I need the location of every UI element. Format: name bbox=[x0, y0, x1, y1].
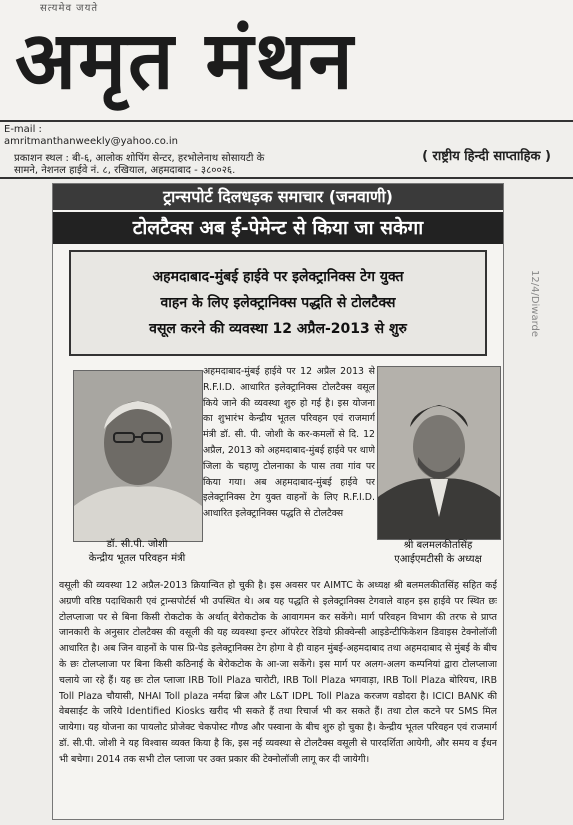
masthead-top-text: सत्यमेव जयते bbox=[40, 3, 99, 14]
masthead bbox=[0, 0, 573, 120]
portrait-illustration bbox=[378, 367, 500, 539]
aimtc-president-photo bbox=[377, 366, 501, 540]
contact-strip bbox=[0, 120, 573, 179]
newspaper-title: अमृत मंथन bbox=[15, 13, 355, 107]
address-line-1: प्रकाशन स्थल : बी-६, आलोक शोपिंग सेन्टर, हरभोलेनाथ सोसायटी के bbox=[14, 153, 265, 164]
caption-title: केन्द्रीय भूतल परिवहन मंत्री bbox=[88, 553, 186, 564]
subhead-line: वाहन के लिए इलेक्ट्रानिक्स पद्धति से टोलटैक्स bbox=[160, 295, 396, 311]
subhead-line: वसूल करने की व्यवस्था 12 अप्रैल-2013 से शुरु bbox=[149, 321, 407, 337]
caption-title: एआईएमटीसी के अध्यक्ष bbox=[394, 554, 482, 565]
address-line-2: सामने, नेशनल हाईवे नं. ८, रखियाल, अहमदाबाद - ३८००२६. bbox=[14, 165, 236, 176]
email-label: E-mail : bbox=[4, 124, 42, 135]
article-kicker: ट्रान्सपोर्ट दिलधड़क समाचार (जनवाणी) bbox=[53, 184, 503, 210]
portrait-illustration bbox=[74, 371, 202, 541]
minister-photo bbox=[73, 370, 203, 542]
caption-name: डॉ. सी.पी. जोशी bbox=[106, 539, 168, 550]
article-headline: टोलटैक्स अब ई-पेमेन्ट से किया जा सकेगा bbox=[53, 212, 503, 244]
article-column-text: अहमदाबाद-मुंबई हाईवे पर 12 अप्रैल 2013 से R.F.I.D. आधारित इलेक्ट्रानिक्स टोलटैक्स वसूल किये जाने की व्यवस्था शुरु हो गई है। इस योजना का शुभारंभ केन्द्रीय भूतल परिवहन एवं राजमार्ग मंत्री डॉ. सी. पी. जोशी के कर-कमलों से दि. 12 अप्रैल, 2013 को अहमदाबाद-मुंबई हाईवे पर थाणे जिला के चहाणु टोलनाका के पास तवा गांव पर किया गया। अब अहमदाबाद-मुंबई हाईवे पर इलेक्ट्रानिक्स टेग युक्त वाहनों के लिए R.F.I.D. आधारित इलेक्ट्रानिक्स पद्धति से टोलटैक्स bbox=[203, 366, 375, 520]
right-photo-caption bbox=[375, 539, 501, 567]
newspaper-tagline: ( राष्ट्रीय हिन्दी साप्ताहिक ) bbox=[422, 149, 551, 164]
email-address: amritmanthanweekly@yahoo.co.in bbox=[4, 136, 178, 147]
article-subhead bbox=[69, 250, 487, 356]
news-article bbox=[52, 183, 504, 820]
caption-name: श्री बलमलकीतसिंह bbox=[403, 540, 473, 551]
article-body-text: वसूली की व्यवस्था 12 अप्रैल-2013 क्रियान्वित हो चुकी है। इस अवसर पर AIMTC के अध्यक्ष श्री बलमलकीतसिंह सहित कई अग्रणी वरिष्ठ पदाधिकारी एवं ट्रान्सपोर्टर्स भी उपस्थित थे। अब यह पद्धति से इलेक्ट्रानिक्स टेगवाले वाहन इस हाईवे पर स्थित छः टोलप्लाजा पर से बिना किसी रोकटोक के अर्थात् बेरोकटोक के आवागमन कर सकेंगे। मार्ग परिवहन विभाग की तरफ से प्राप्त जानकारी के अनुसार टोलटैक्स की वसूली की यह व्यवस्था इन्टर ऑपरेटर रेडियो फ्रीक्वेन्सी आइडेन्टीफिकेशन डिवाइस टेक्नोलॉजी आधारित है। अब जिन वाहनों के पास प्रि-पेड इलेक्ट्रानिक्स टेग होगा वे ही वाहन मुंबई-अहमदाबाद तथा अहमदाबाद से मुंबई के बीच के छः टोलप्लाजा पर बिना किसी कठिनाई के बेरोकटोक के आ-जा सकेंगे। इस मार्ग पर अलग-अलग कम्पनियां द्वारा टोलप्लाजा चलाये जा रहे हैं। यह छः टोल प्लाजा IRB Toll Plaza चारोटी, IRB Toll Plaza भगवाड़ा, IRB Toll Plaza बोरियच, IRB Toll Plaza चौयासी, NHAI Toll plaza नर्मदा ब्रिज और L&T IDPL Toll Plaza करजण वडोदरा है। ICICI BANK की वेबसाईट के जरिये Identified Kiosks खरीद भी सकते हैं तथा रिचार्ज भी कर सकते हैं। तथा टोल कटने पर SMS मिल जायेगा। यह योजना का पायलोट प्रोजेक्ट चेकपोस्ट गौण्ड और पस्वाना के बीच शुरु हो चुका है। केन्द्रीय भूतल परिवहन एवं राजमार्ग डॉ. सी.पी. जोशी ने यह विश्वास व्यक्त किया है कि, इस नई व्यवस्था से टोलटैक्स वसूली से पारदर्शिता आयेगी, और समय व ईंधन भी बचेगा। 2014 तक सभी टोल प्लाजा पर उक्त प्रकार की टेक्नोलॉजी लागू कर दी जायेगी। bbox=[59, 580, 497, 765]
subhead-line: अहमदाबाद-मुंबई हाईवे पर इलेक्ट्रानिक्स टेग युक्त bbox=[152, 269, 404, 285]
left-photo-caption bbox=[73, 538, 201, 566]
margin-handwritten-note: 12/4/Diwarde bbox=[529, 270, 540, 338]
